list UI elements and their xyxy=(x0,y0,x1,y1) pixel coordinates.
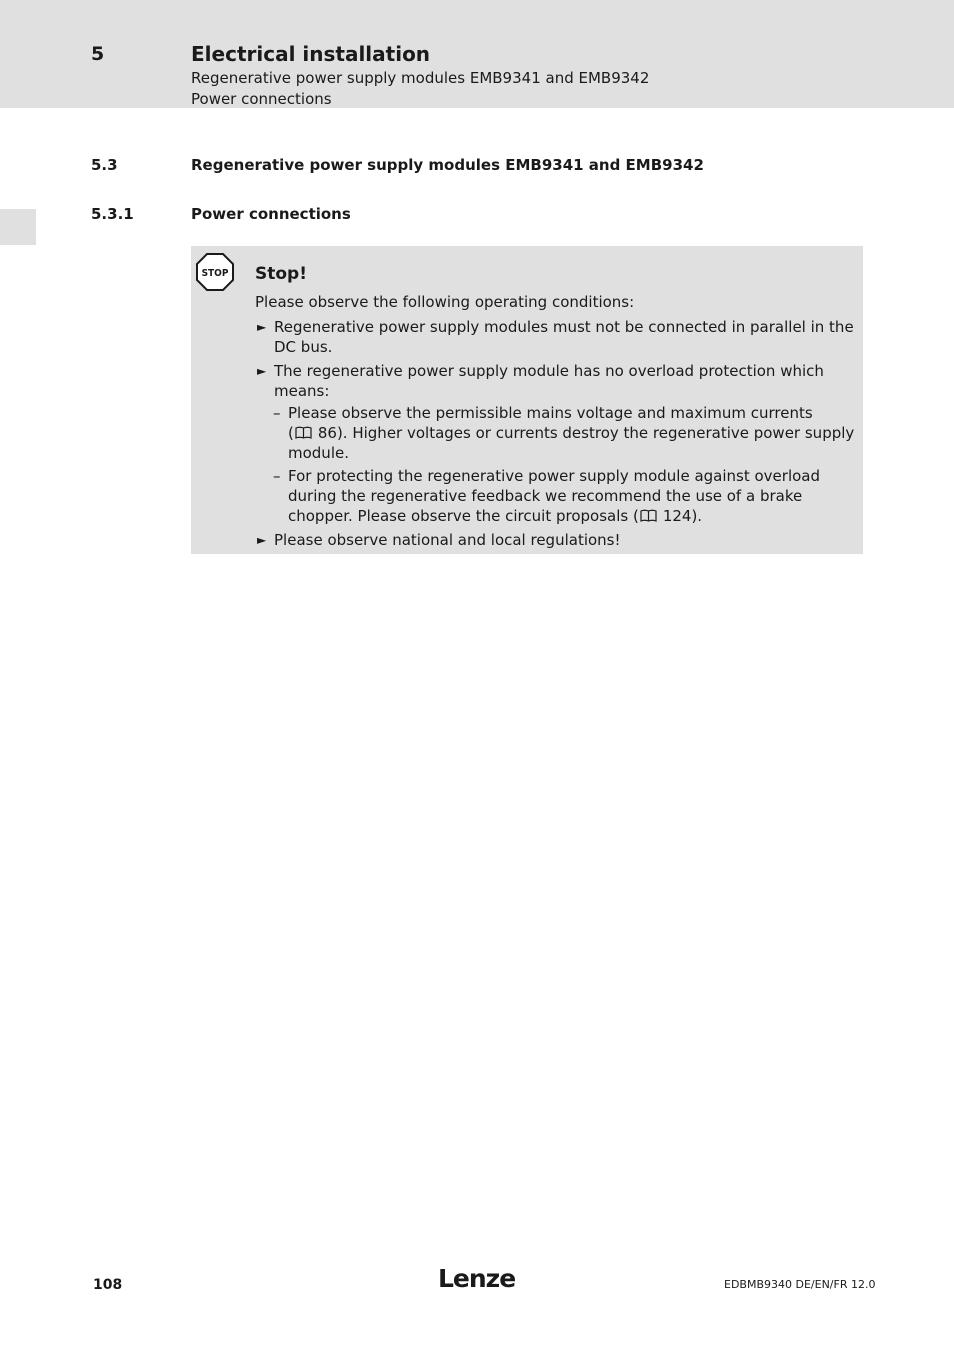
dash-1-line-a: Please observe the permissible mains voltage and maximum currents xyxy=(288,404,813,422)
book-reference-icon xyxy=(640,509,657,522)
dash-2-text xyxy=(288,466,863,526)
chapter-subtitle-2: Power connections xyxy=(191,90,332,108)
dash-1-line-b xyxy=(288,423,863,463)
stop-bullet-3 xyxy=(257,530,857,550)
section-title: Regenerative power supply modules EMB9341 and EMB9342 xyxy=(191,156,704,174)
bullet-arrow-icon: ► xyxy=(257,364,267,378)
stop-title: Stop! xyxy=(255,264,307,284)
stop-warning-box xyxy=(191,246,863,554)
document-id: EDBMB9340 DE/EN/FR 12.0 xyxy=(724,1278,876,1291)
bullet-arrow-icon: ► xyxy=(257,533,267,547)
page-number: 108 xyxy=(93,1277,123,1293)
dash-1-line-b-text: ). Higher voltages or currents destroy the regenerative power supply module. xyxy=(288,424,855,462)
lenze-logo: Lenze xyxy=(438,1264,516,1293)
bullet-1-text: Regenerative power supply modules must not be connected in parallel in the DC bus. xyxy=(274,318,854,356)
dash-2-main-text: For protecting the regenerative power supply module against overload during the regenerative feedback we recommend the use of a brake chopper. Please observe the circuit proposals ( xyxy=(288,467,821,525)
page-reference-124[interactable]: 124 xyxy=(662,507,692,525)
side-thumb-tab xyxy=(0,209,36,245)
stop-bullet-1 xyxy=(257,317,857,357)
header-band xyxy=(0,0,954,108)
chapter-subtitle-1: Regenerative power supply modules EMB9341 and EMB9342 xyxy=(191,69,650,87)
stop-intro: Please observe the following operating conditions: xyxy=(255,293,635,311)
stop-dash-1 xyxy=(273,403,863,463)
bullet-arrow-icon: ► xyxy=(257,320,267,334)
chapter-number: 5 xyxy=(91,43,105,65)
subsection-number: 5.3.1 xyxy=(91,205,134,223)
page-reference-86[interactable]: 86 xyxy=(317,424,337,442)
book-reference-icon xyxy=(295,426,312,439)
paren-open: ( xyxy=(288,424,294,442)
stop-dash-2 xyxy=(273,466,863,526)
bullet-3-text: Please observe national and local regulations! xyxy=(274,531,621,549)
section-number: 5.3 xyxy=(91,156,118,174)
chapter-title: Electrical installation xyxy=(191,42,431,66)
stop-bullet-2 xyxy=(257,361,857,401)
subsection-title: Power connections xyxy=(191,205,351,223)
dash-2-close: ). xyxy=(691,507,703,525)
dash-mark: – xyxy=(273,404,281,422)
stop-icon-label: STOP xyxy=(201,268,229,279)
dash-mark: – xyxy=(273,467,281,485)
bullet-2-text: The regenerative power supply module has no overload protection which means: xyxy=(274,362,824,400)
stop-icon xyxy=(196,253,234,291)
